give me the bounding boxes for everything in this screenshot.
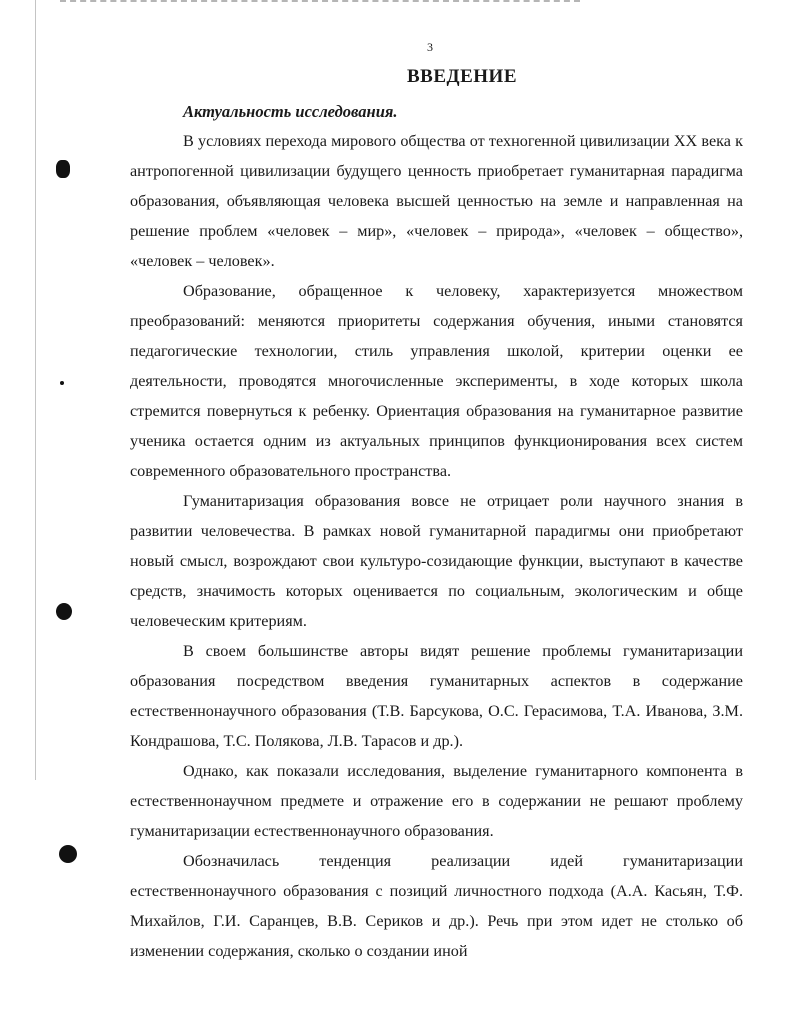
section-subheading: Актуальность исследования.	[183, 102, 398, 121]
paragraph: Гуманитаризация образования вовсе не отрицает роли научного знания в развитии человечества. В рамках новой гуманитарной парадигмы они приобретают новый смысл, возрождают свои культуро-созидающие функции, выступают в качестве средств, значимость которых оценивается по социальным, экологическим и обще человеческим критериям.	[130, 492, 743, 630]
punch-hole-mark	[60, 381, 64, 385]
punch-hole-mark	[59, 845, 77, 863]
paragraph: Обозначилась тенденция реализации идей гуманитаризации естественнонаучного образования с позиций личностного подхода (А.А. Касьян, Т.Ф. Михайлов, Г.И. Саранцев, В.В. Сериков и др.). Речь при этом идет не столько об изменении содержания, сколько о создании иной	[130, 852, 743, 960]
scan-artifact-margin-line	[35, 0, 36, 780]
paragraph: Образование, обращенное к человеку, характеризуется множеством преобразований: меняются приоритеты содержания обучения, иными становятся педагогические технологии, стиль управления школой, критерии оценки ее деятельности, проводятся многочисленные эксперименты, в ходе которых школа стремится повернуться к ребенку. Ориентация образования на гуманитарное развитие ученика остается одним из актуальных принципов функционирования всех систем современного образовательного пространства.	[130, 282, 743, 480]
paragraph: В условиях перехода мирового общества от техногенной цивилизации XX века к антропогенной цивилизации будущего ценность приобретает гуманитарная парадигма образования, объявляющая человека высшей ценностью на земле и направленная на решение проблем «человек – мир», «человек – природа», «человек – общество», «человек – человек».	[130, 132, 743, 270]
body-text	[130, 126, 743, 966]
punch-hole-mark	[56, 603, 72, 620]
scan-artifact-top-line	[60, 0, 580, 6]
page-number: 3	[427, 40, 433, 54]
punch-hole-mark	[56, 160, 70, 178]
paragraph: В своем большинстве авторы видят решение проблемы гуманитаризации образования посредством введения гуманитарных аспектов в содержание естественнонаучного образования (Т.В. Барсукова, О.С. Герасимова, Т.А. Иванова, З.М. Кондрашова, Т.С. Полякова, Л.В. Тарасов и др.).	[130, 642, 743, 750]
paragraph: Однако, как показали исследования, выделение гуманитарного компонента в естественнонаучном предмете и отражение его в содержании не решают проблему гуманитаризации естественнонаучного образования.	[130, 762, 743, 840]
page-title: ВВЕДЕНИЕ	[407, 66, 517, 87]
